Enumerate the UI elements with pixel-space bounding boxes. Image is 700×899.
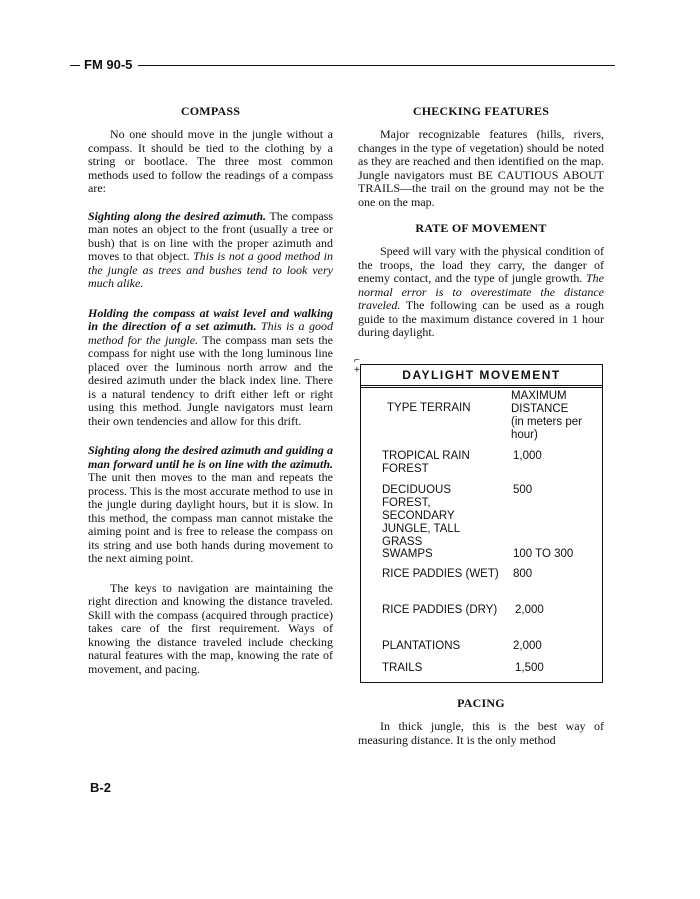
row-distance: 2,000 [515,604,544,616]
daylight-movement-table [360,364,603,683]
method-2-note: This is a good method for the jungle. [88,319,334,347]
rate-of-movement-paragraph [358,245,604,340]
rate-of-movement-heading: RATE OF MOVEMENT [415,221,547,235]
header-rule [138,65,615,66]
method-2-paragraph [88,307,333,429]
pacing-text: In thick jungle, this is the best way of measuring distance. It is the only method [358,719,604,747]
method-3-heading: Sighting along the desired azimuth and guiding a man forward until he is on line with the azimuth. [88,443,333,471]
method-1-text: The compass man notes an object to the front (usually a tree or bush) that is on line with the proper azimuth and moves to that object. [88,208,333,263]
header-lead-dash [70,65,80,66]
manual-label: FM 90-5 [84,57,133,72]
compass-heading: COMPASS [180,104,241,118]
rate-text: Speed will vary with the physical condition of the troops, the load they carry, the danger of enemy contact, and the type of jungle growth. [358,244,604,285]
checking-features-heading: CHECKING FEATURES [412,104,550,118]
method-1-note: This is not a good method in the jungle as trees and bushes tend to look very much alike. [88,249,333,290]
corner-marks: ⌐ + [354,355,360,376]
row-terrain: RICE PADDIES (WET) [382,568,499,580]
running-header [70,58,615,72]
method-1-paragraph [88,210,333,291]
method-3-paragraph [88,444,333,566]
page-number: B-2 [90,780,111,795]
row-terrain: RICE PADDIES (DRY) [382,604,498,616]
col-header-terrain: TYPE TERRAIN [387,402,471,414]
row-terrain: TRAILS [382,662,423,674]
method-2-text: The compass man sets the compass for night use with the long luminous line placed over the luminous north arrow and the desired azimuth under the black index line. There is a natural tendency to drift either left or right using this method. Jungle navigators must learn their own tendencies and allow for this drift. [88,332,334,428]
keys-paragraph: The keys to navigation are maintaining the right direction and knowing the distance traveled. Skill with the compass (acquired through practice) takes care of the first requirement. Ways of knowing the distance traveled include checking natural features with the map, knowing the rate of movement, and pacing. [88,580,333,676]
row-terrain: PLANTATIONS [382,640,461,652]
right-column [358,104,604,340]
row-distance: 2,000 [513,640,542,652]
row-terrain: TROPICAL RAIN FOREST [382,450,470,475]
table-body [361,387,602,682]
row-distance: 1,000 [513,450,542,462]
row-terrain: DECIDUOUS FOREST, SECONDARY JUNGLE, TALL GRASS [382,484,460,548]
rate-note: The normal error is to overestimate the distance traveled. [358,271,604,312]
row-distance: 500 [513,484,533,496]
row-distance: 1,500 [515,662,544,674]
pacing-section [358,696,604,747]
left-column [88,104,333,676]
rate-text-2: The following can be used as a rough guide to the maximum distance covered in 1 hour during daylight. [358,298,604,339]
pacing-heading: PACING [457,696,505,710]
row-distance: 800 [513,568,533,580]
method-2-heading: Holding the compass at waist level and walking in the direction of a set azimuth. [88,305,333,333]
checking-features-text: Major recognizable features (hills, rivers, changes in the type of vegetation) should be noted as they are reached and then identified on the map. Jungle navigators must BE CAUTIOUS ABOUT TRAILS—the trail on the ground may not be the one on the map. [358,127,604,209]
method-3-text: The unit then moves to the man and repeats the process. This is the most accurate method to use in the jungle during daylight hours, but it is slow. In this method, the compass man cannot mistake the aiming point and is free to release the compass on its string and use both hands during movement to the next aiming point. [88,470,333,565]
table-title: DAYLIGHT MOVEMENT [361,365,602,386]
compass-intro: No one should move in the jungle without a compass. It should be tied to the clothing by a string or bootlace. The three most common methods used to follow the readings of a compass are: [88,127,333,195]
row-distance: 100 TO 300 [513,548,574,560]
method-1-heading: Sighting along the desired azimuth. [88,208,267,223]
col-header-distance: MAXIMUM DISTANCE (in meters per hour) [511,390,582,441]
row-terrain: SWAMPS [382,548,433,560]
